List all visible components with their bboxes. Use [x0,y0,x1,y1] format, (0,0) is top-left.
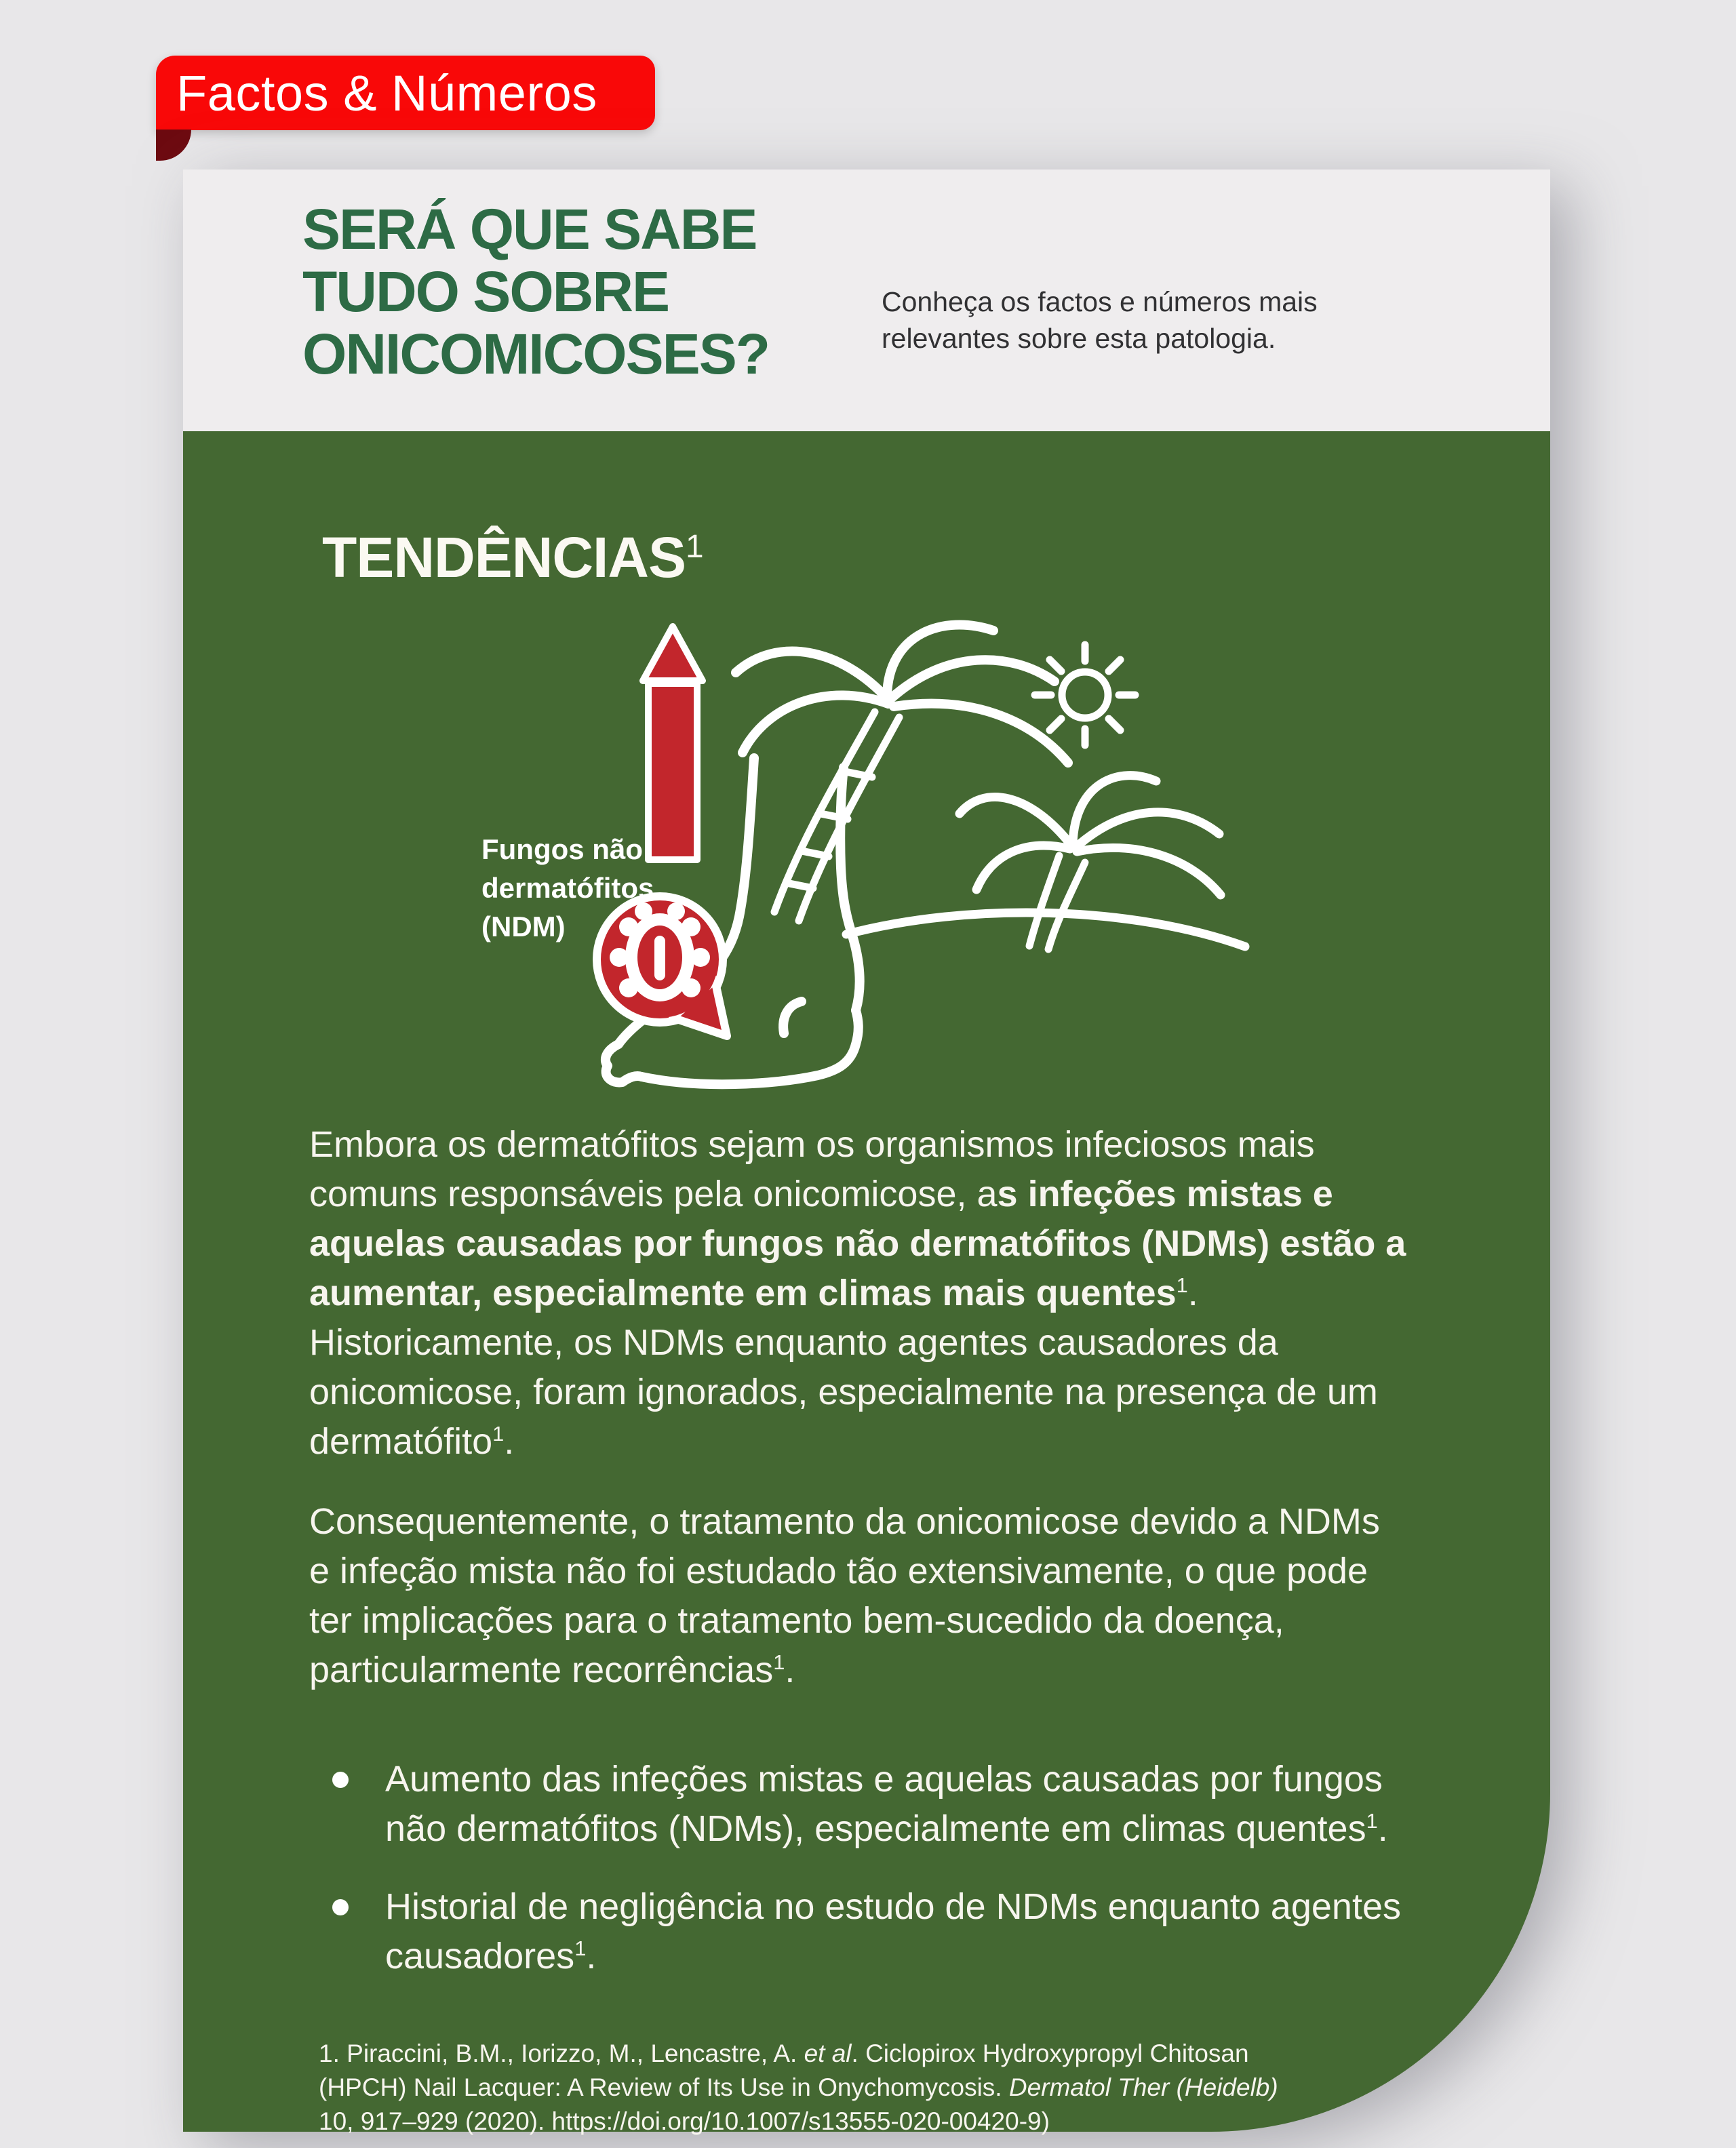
sun-icon [1035,645,1135,745]
text-line: ONICOMICOSES? [302,322,770,386]
text-line: dermatófitos [481,872,654,904]
up-arrow-icon [643,626,703,860]
header-section [183,170,1550,431]
bullet-dot-icon [332,1899,349,1915]
paragraph-trends-2: Consequentemente, o tratamento da onicomicose devido a NDMs e infeção mista não foi estudado tão extensivamente, o que pode ter implicações para o tratamento bem-sucedido da doença, particularmente recorrências$^1$. [309,1501,1380,1690]
facts-numbers-ribbon [156,56,655,130]
bullet-dot-icon [332,1772,349,1788]
trends-section [183,431,1550,2135]
ribbon-fold [156,130,191,161]
text-line: Fungos não [481,833,643,865]
ndm-label [481,830,654,946]
text-line: TUDO SOBRE [302,260,669,323]
paragraph-trends-1: Embora os dermatófitos sejam os organismos infeciosos mais comuns responsáveis pela onicomicose, as infeções mistas e aquelas causadas por fungos não dermatófitos (NDMs) estão a aumentar, especialmente em climas mais quentes$^1$. Historicamente, os NDMs enquanto agentes causadores da onicomicose, foram ignorados, especialmente na presença de um dermatófito$^1$. [309,1124,1406,1462]
section-title: TENDÊNCIAS$^1$ [322,525,703,589]
ground-line [846,913,1245,947]
ribbon-label: Factos & Números [176,64,597,121]
bullet-item: Aumento das infeções mistas e aquelas causadas por fungos não dermatófitos (NDMs), especialmente em climas quentes$^1$. [309,1755,1406,1854]
bullet-item: Historial de negligência no estudo de NDMs enquanto agentes causadores$^1$. [309,1882,1406,1981]
reference-footnote: 1. Piraccini, B.M., Iorizzo, M., Lencastre, A. et al. Ciclopirox Hydroxypropyl Chitosan (HPCH) Nail Lacquer: A Review of Its Use in Onychomycosis. Dermatol Ther (Heidelb) 10, 917–929 (2020). https://doi.org/10.1007/s13555-020-00420-9) [319,2040,1278,2135]
palm-trees-icon [736,625,1221,949]
text-line: SERÁ QUE SABE [302,197,757,261]
document [183,170,1550,2135]
page-subtitle: Conheça os factos e números mais relevantes sobre esta patologia. [882,286,1318,354]
page-title [302,198,769,385]
text-line: (NDM) [481,911,566,942]
bullet-list [309,1755,1406,2010]
